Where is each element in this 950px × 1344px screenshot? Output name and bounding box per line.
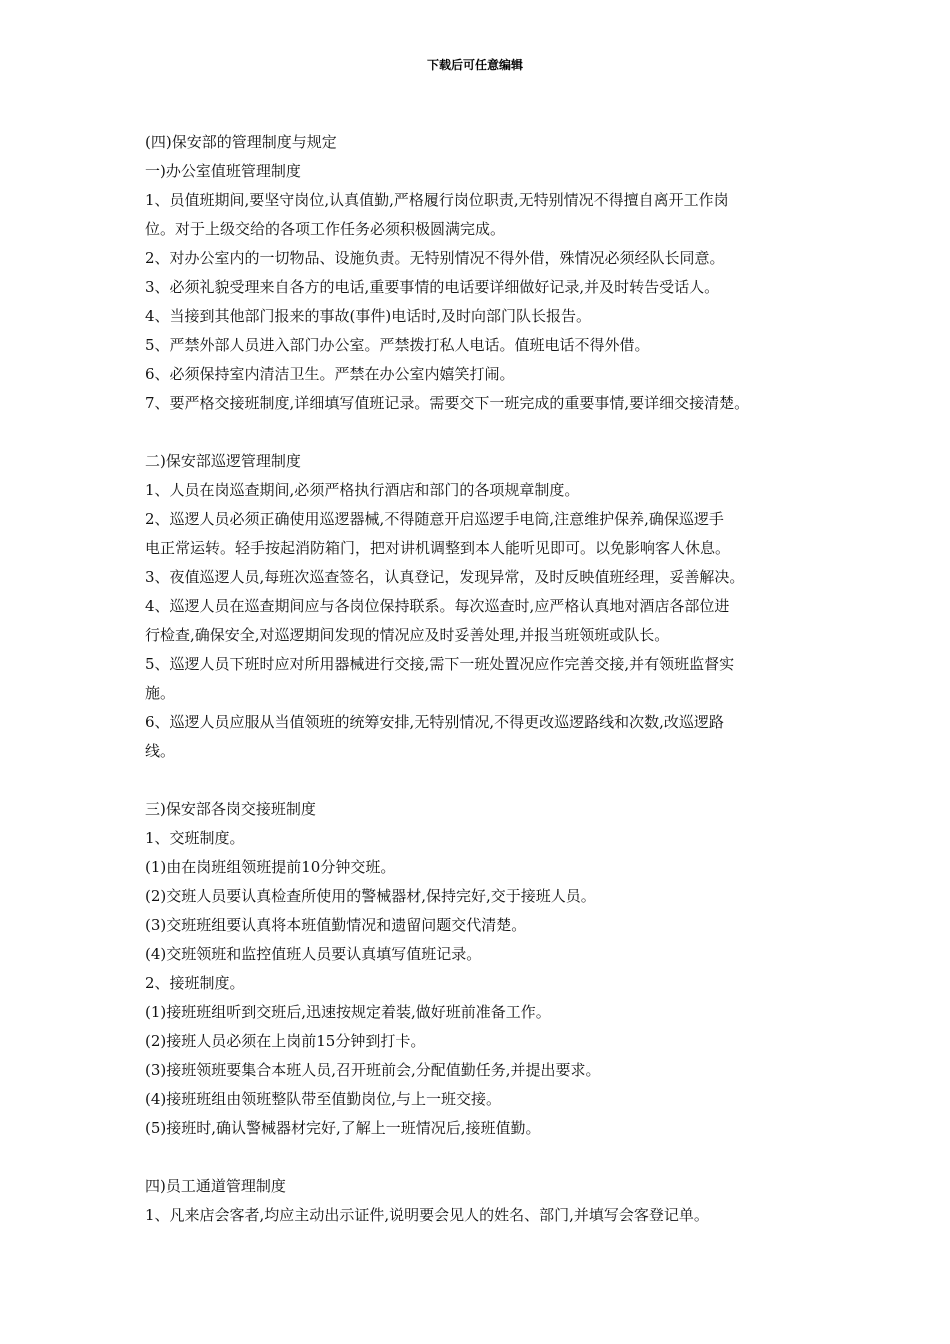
paragraph-line: (3)交班班组要认真将本班值勤情况和遗留问题交代清楚。 bbox=[145, 916, 527, 934]
document-title: (四)保安部的管理制度与规定 bbox=[145, 133, 337, 151]
paragraph-line: 1、员值班期间,要坚守岗位,认真值勤,严格履行岗位职责,无特别情况不得擅自离开工作岗 bbox=[145, 191, 729, 209]
paragraph-line: 2、巡逻人员必须正确使用巡逻器械,不得随意开启巡逻手电筒,注意维护保养,确保巡逻手 bbox=[145, 510, 724, 528]
paragraph-line: (2)接班人员必须在上岗前15分钟到打卡。 bbox=[145, 1032, 426, 1050]
paragraph-line: (2)交班人员要认真检查所使用的警械器材,保持完好,交于接班人员。 bbox=[145, 887, 596, 905]
paragraph-line: 5、严禁外部人员进入部门办公室。严禁拨打私人电话。值班电话不得外借。 bbox=[145, 336, 650, 354]
paragraph-line: 7、要严格交接班制度,详细填写值班记录。需要交下一班完成的重要事情,要详细交接清楚。 bbox=[145, 394, 750, 412]
section-heading-staff-passage: 四)员工通道管理制度 bbox=[145, 1177, 286, 1195]
paragraph-line: 线。 bbox=[145, 742, 176, 760]
paragraph-line: 4、巡逻人员在巡查期间应与各岗位保持联系。每次巡查时,应严格认真地对酒店各部位进 bbox=[145, 597, 730, 615]
paragraph-line: 3、必须礼貌受理来自各方的电话,重要事情的电话要详细做好记录,并及时转告受话人。 bbox=[145, 278, 720, 296]
paragraph-line: 2、接班制度。 bbox=[145, 974, 245, 992]
paragraph-line: (1)由在岗班组领班提前10分钟交班。 bbox=[145, 858, 396, 876]
paragraph-spacer bbox=[145, 1143, 825, 1172]
paragraph-line: 2、对办公室内的一切物品、设施负责。无特别情况不得外借，殊情况必须经队长同意。 bbox=[145, 249, 725, 267]
paragraph-line: 6、巡逻人员应服从当值领班的统筹安排,无特别情况,不得更改巡逻路线和次数,改巡逻路 bbox=[145, 713, 724, 731]
paragraph-line: 位。对于上级交给的各项工作任务必须积极圆满完成。 bbox=[145, 220, 506, 238]
paragraph-line: 1、人员在岗巡查期间,必须严格执行酒店和部门的各项规章制度。 bbox=[145, 481, 580, 499]
paragraph-line: 4、当接到其他部门报来的事故(事件)电话时,及时向部门队长报告。 bbox=[145, 307, 592, 325]
page-header: 下载后可任意编辑 bbox=[426, 58, 523, 72]
section-heading-office-duty: 一)办公室值班管理制度 bbox=[145, 162, 301, 180]
paragraph-line: 施。 bbox=[145, 684, 176, 702]
paragraph-spacer bbox=[145, 766, 825, 795]
paragraph-line: 1、交班制度。 bbox=[145, 829, 245, 847]
paragraph-line: (5)接班时,确认警械器材完好,了解上一班情况后,接班值勤。 bbox=[145, 1119, 541, 1137]
paragraph-line: 3、夜值巡逻人员,每班次巡查签名，认真登记，发现异常，及时反映值班经理，妥善解决。 bbox=[145, 568, 745, 586]
paragraph-line: (4)交班领班和监控值班人员要认真填写值班记录。 bbox=[145, 945, 482, 963]
paragraph-line: 6、必须保持室内清洁卫生。严禁在办公室内嬉笑打闹。 bbox=[145, 365, 515, 383]
section-heading-patrol: 二)保安部巡逻管理制度 bbox=[145, 452, 301, 470]
section-heading-shift-handover: 三)保安部各岗交接班制度 bbox=[145, 800, 316, 818]
document-body bbox=[145, 128, 825, 1230]
paragraph-line: 电正常运转。轻手按起消防箱门，把对讲机调整到本人能听见即可。以免影响客人休息。 bbox=[145, 539, 731, 557]
paragraph-line: (1)接班班组听到交班后,迅速按规定着装,做好班前准备工作。 bbox=[145, 1003, 551, 1021]
paragraph-spacer bbox=[145, 418, 825, 447]
paragraph-line: 行检查,确保安全,对巡逻期间发现的情况应及时妥善处理,并报当班领班或队长。 bbox=[145, 626, 670, 644]
paragraph-line: (4)接班班组由领班整队带至值勤岗位,与上一班交接。 bbox=[145, 1090, 502, 1108]
paragraph-line: (3)接班领班要集合本班人员,召开班前会,分配值勤任务,并提出要求。 bbox=[145, 1061, 601, 1079]
paragraph-line: 1、凡来店会客者,均应主动出示证件,说明要会见人的姓名、部门,并填写会客登记单。 bbox=[145, 1206, 709, 1224]
paragraph-line: 5、巡逻人员下班时应对所用器械进行交接,需下一班处置况应作完善交接,并有领班监督实 bbox=[145, 655, 735, 673]
